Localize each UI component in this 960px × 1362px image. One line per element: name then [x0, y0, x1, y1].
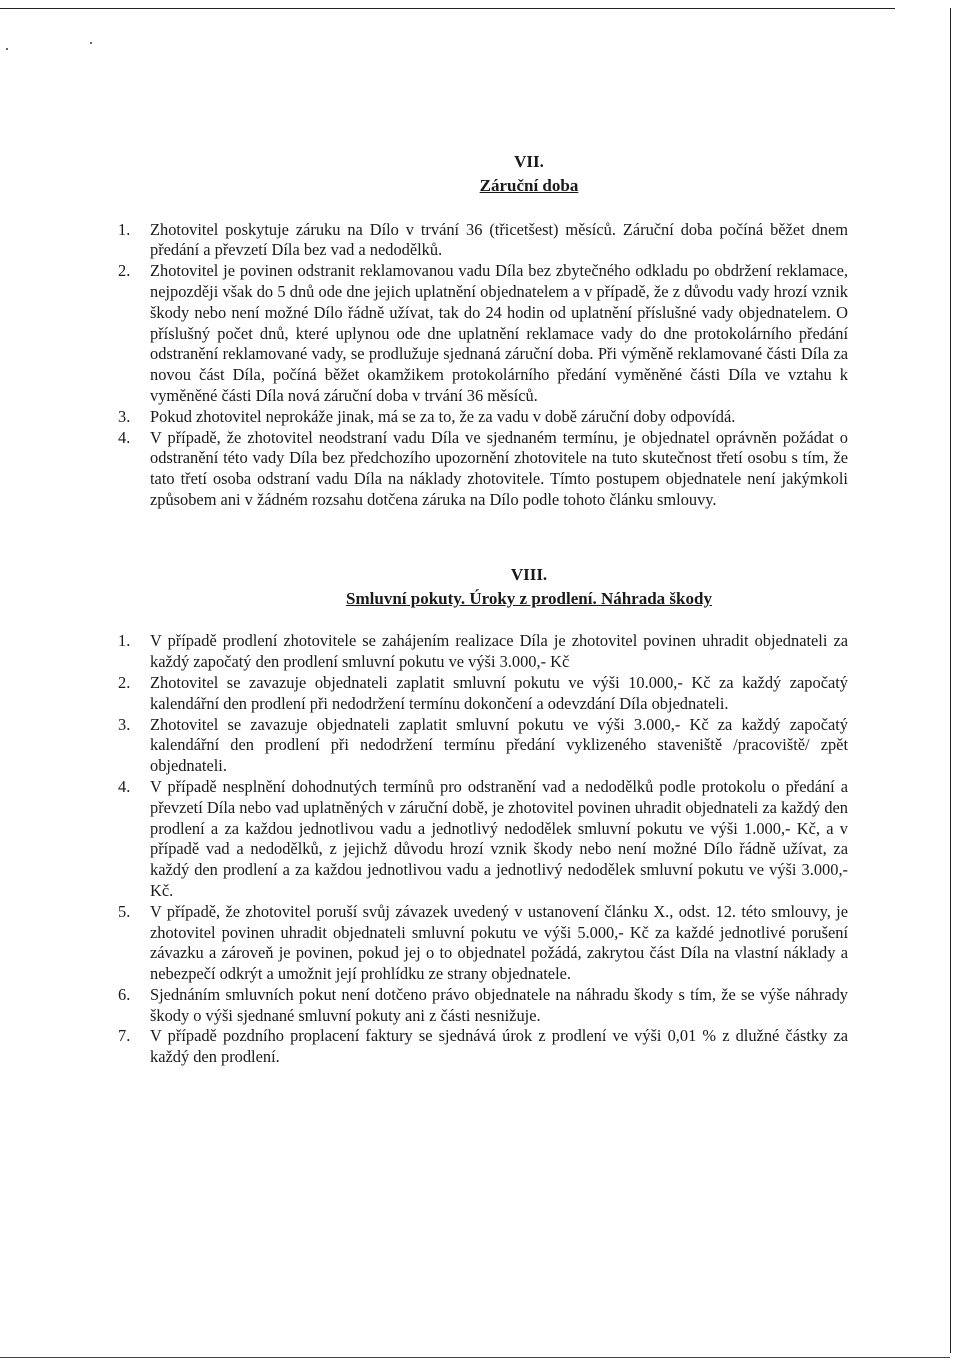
section-number: VIII. — [510, 564, 548, 584]
item-number: 4. — [118, 776, 131, 796]
document-page — [118, 152, 848, 1068]
list-item — [118, 715, 848, 777]
list-item — [118, 985, 848, 1027]
item-number: 3. — [118, 406, 131, 426]
item-text: V případě, že zhotovitel poruší svůj závazek uvedený v ustanovení článku X., odst. 12. této smlouvy, je zhotovitel povinen uhradit objednateli smluvní pokutu ve výši 5.000,- Kč za každé jednotlivé porušení závazku a zároveň je povinen, pokud jej o to objednatel požádá, zakrytou část Díla na vlastní náklady a nebezpečí odkrýt a umožnit její prohlídku ze strany objednatele. — [150, 901, 848, 984]
scan-border-right — [950, 8, 951, 1353]
item-text: Pokud zhotovitel neprokáže jinak, má se za to, že za vadu v době záruční doby odpovídá. — [150, 406, 736, 426]
item-number: 7. — [118, 1026, 131, 1046]
item-text: Zhotovitel poskytuje záruku na Dílo v trvání 36 (třicetšest) měsíců. Záruční doba počíná běžet dnem předání a převzetí Díla bez vad a nedodělků. — [150, 219, 848, 260]
list-item — [118, 777, 848, 902]
item-number: 2. — [118, 261, 131, 281]
list-item — [118, 631, 848, 673]
list-item — [118, 1026, 848, 1068]
item-number: 1. — [118, 631, 131, 651]
section-number: VII. — [514, 152, 544, 171]
item-text: Zhotovitel se zavazuje objednateli zaplatit smluvní pokutu ve výši 3.000,- Kč za každý započatý kalendářní den prodlení při nedodržení termínu předání vyklizeného staveniště /pracoviště/ zpět objednateli. — [150, 714, 848, 776]
section-title: Smluvní pokuty. Úroky z prodlení. Náhrada škody — [346, 588, 712, 608]
scan-border-top — [0, 8, 895, 9]
item-text: Zhotovitel je povinen odstranit reklamovanou vadu Díla bez zbytečného odkladu po obdržení reklamace, nejpozději však do 5 dnů ode dne jejich uplatnění objednatelem a v případě, že z důvodu vady hrozí vznik škody nebo není možné Dílo řádně užívat, tak do 24 hodin od uplatnění příslušné vady objednatelem. O příslušný počet dnů, které uplynou ode dne uplatnění reklamace vady do dne protokolárního předání odstranění reklamované vady, se prodlužuje sjednaná záruční doba. Při výměně reklamované části Díla za novou část Díla, počíná běžet okamžikem protokolárního předání vyměněné části Díla ve vztahu k vyměněné části Díla nová záruční doba v trvání 36 měsíců. — [150, 261, 848, 405]
item-text: V případě prodlení zhotovitele se zahájením realizace Díla je zhotovitel povinen uhradit objednateli za každý započatý den prodlení smluvní pokutu ve výši 3.000,- Kč — [150, 631, 848, 672]
list-item — [118, 407, 848, 428]
item-text: V případě, že zhotovitel neodstraní vadu Díla ve sjednaném termínu, je objednatel oprávněn požádat o odstranění této vady Díla bez předchozího upozornění zhotovitele na tuto skutečnost třetí osobu s tím, že tato třetí osoba odstraní vadu Díla na náklady zhotovitele. Tímto postupem objednatele není jakýmkoli způsobem ani v žádném rozsahu dotčena záruka na Dílo podle tohoto článku smlouvy. — [150, 427, 848, 509]
section-vii-list — [118, 220, 848, 511]
item-text: Zhotovitel se zavazuje objednateli zaplatit smluvní pokutu ve výši 10.000,- Kč za každý započatý kalendářní den prodlení při nedodržení termínu dokončení a odevzdání Díla objednateli. — [150, 672, 848, 713]
list-item — [118, 428, 848, 511]
section-title: Záruční doba — [479, 175, 579, 195]
item-number: 4. — [118, 427, 131, 447]
item-text: V případě pozdního proplacení faktury se sjednává úrok z prodlení ve výši 0,01 % z dlužné částky za každý den prodlení. — [150, 1026, 848, 1067]
list-item — [118, 261, 848, 407]
item-number: 5. — [118, 901, 131, 921]
list-item — [118, 902, 848, 985]
section-viii-list — [118, 631, 848, 1068]
item-text: V případě nesplnění dohodnutých termínů pro odstranění vad a nedodělků podle protokolu o předání a převzetí Díla nebo vad uplatněných v záruční době, je zhotovitel povinen uhradit objednateli za každý den prodlení a za každou jednotlivou vadu a jednotlivý nedodělek smluvní pokutu ve výši 1.000,- Kč, a v případě vad a nedodělků, z jejichž důvodu hrozí vznik škody nebo není možné Dílo řádně užívat, za každý den prodlení a za každou jednotlivou vadu a jednotlivý nedodělek smluvní pokutu ve výši 3.000,- Kč. — [150, 776, 848, 900]
scan-speck — [90, 42, 92, 44]
list-item — [118, 673, 848, 715]
item-number: 2. — [118, 672, 131, 692]
item-text: Sjednáním smluvních pokut není dotčeno právo objednatele na náhradu škody s tím, že se výše náhrady škody o výši sjednané smluvní pokuty ani z části nesnižuje. — [150, 984, 848, 1025]
item-number: 1. — [118, 219, 131, 239]
section-vii — [118, 152, 848, 511]
list-item — [118, 220, 848, 262]
scan-border-bottom — [0, 1357, 950, 1358]
section-viii — [118, 565, 848, 1068]
scan-speck — [6, 48, 8, 50]
item-number: 3. — [118, 714, 131, 734]
item-number: 6. — [118, 984, 131, 1004]
